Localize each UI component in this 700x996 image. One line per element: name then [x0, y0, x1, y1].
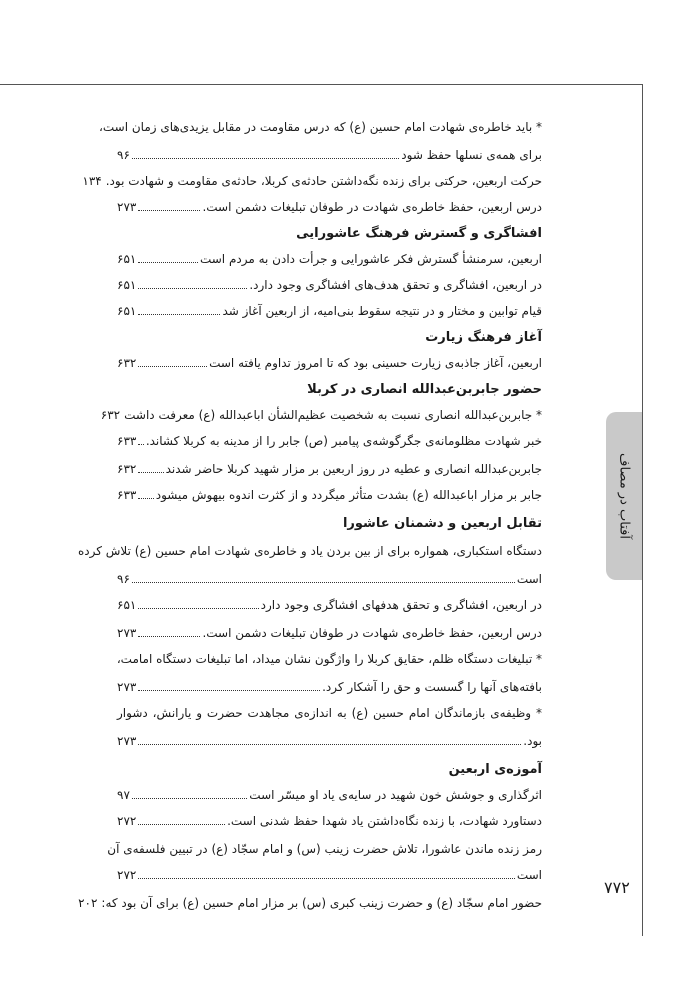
- index-entry: [117, 458, 542, 480]
- index-entry: [117, 594, 542, 616]
- leader-dots: [138, 744, 521, 745]
- index-entry: [78, 892, 542, 914]
- index-entry: [117, 702, 542, 724]
- index-entry: [117, 568, 542, 590]
- index-entry: [82, 170, 542, 192]
- index-heading: افشاگری و گسترش فرهنگ عاشورایی: [296, 226, 542, 241]
- index-entry: [78, 540, 542, 562]
- entry-text: درس اربعین، حفظ خاطره‌ی شهادت در طوفان تبلیغات دشمن است.: [202, 200, 542, 214]
- entry-text: رمز زنده ماندن عاشورا، تلاش حضرت زینب (س) و امام سجّاد (ع) در تبیین فلسفه‌ی آن: [107, 842, 542, 856]
- index-entry: [98, 116, 542, 138]
- leader-dots: [138, 472, 163, 473]
- entry-page-number: ۹۶: [117, 148, 130, 162]
- leader-dots: [138, 210, 200, 211]
- leader-dots: [132, 798, 247, 799]
- entry-page-number: ۶۳۲: [117, 356, 137, 370]
- entry-text: اربعین، آغاز جاذبه‌ی زیارت حسینی بود که تا امروز تداوم یافته است: [209, 356, 542, 370]
- leader-dots: [138, 824, 225, 825]
- leader-dots: [132, 582, 515, 583]
- leader-dots: [132, 158, 399, 159]
- leader-dots: [138, 690, 320, 691]
- index-entry: [117, 274, 542, 296]
- entry-text: حضور امام سجّاد (ع) و حضرت زینب کبری (س) بر مزار امام حسین (ع) برای آن بود که:: [101, 896, 542, 910]
- entry-page-number: ۶۳۲: [117, 462, 137, 476]
- leader-dots: [138, 498, 153, 499]
- entry-page-number: ۲۷۲: [117, 868, 137, 882]
- index-entry: [117, 352, 542, 374]
- page-number: ۷۷۲: [604, 878, 630, 897]
- entry-page-number: ۱۳۴: [82, 174, 102, 188]
- index-heading: آغاز فرهنگ زیارت: [425, 330, 542, 345]
- entry-page-number: ۲۰۲: [78, 896, 98, 910]
- index-entry: [117, 248, 542, 270]
- side-tab-label: آفتاب در مصاف: [616, 453, 632, 539]
- entry-text: دستاورد شهادت، با زنده نگاه‌داشتن یاد شهدا حفظ شدنی است.: [227, 814, 542, 828]
- index-entry: [117, 648, 542, 670]
- entry-text: قیام توابین و مختار و در نتیجه سقوط بنی‌امیه، از اربعین آغاز شد: [222, 304, 542, 318]
- entry-page-number: ۶۵۱: [117, 304, 137, 318]
- entry-page-number: ۶۵۱: [117, 252, 137, 266]
- entry-text: اربعین، سرمنشأ گسترش فکر عاشورایی و جرأت دادن به مردم است: [199, 252, 542, 266]
- leader-dots: [138, 608, 258, 609]
- entry-text: اثرگذاری و جوشش خون شهید در سایه‌ی یاد او میسّر است: [249, 788, 542, 802]
- index-entry: [107, 838, 542, 860]
- leader-dots: [138, 366, 207, 367]
- index-entry: [117, 810, 542, 832]
- index-entry: [117, 300, 542, 322]
- entry-text: درس اربعین، حفظ خاطره‌ی شهادت در طوفان تبلیغات دشمن است.: [202, 626, 542, 640]
- index-heading: آموزه‌ی اربعین: [448, 762, 542, 777]
- index-entry: [117, 484, 542, 506]
- entry-text: بود.: [523, 734, 542, 748]
- entry-text: خبر شهادت مظلومانه‌ی جگرگوشه‌ی پیامبر (ص) جابر را از مدینه به کربلا کشاند.: [145, 434, 542, 448]
- leader-dots: [138, 288, 247, 289]
- entry-page-number: ۶۳۲: [100, 408, 121, 422]
- leader-dots: [138, 444, 143, 445]
- entry-page-number: ۲۷۳: [117, 200, 137, 214]
- index-entry: [117, 430, 542, 452]
- leader-dots: [138, 878, 514, 879]
- entry-page-number: ۶۵۱: [117, 598, 137, 612]
- entry-text: جابر بر مزار اباعبدالله (ع) بشدت متأثر میگردد و از کثرت اندوه بیهوش میشود: [155, 488, 542, 502]
- index-entry: [100, 404, 542, 426]
- leader-dots: [138, 636, 200, 637]
- index-entry: [117, 196, 542, 218]
- entry-text: جابربن‌عبدالله انصاری و عطیه در روز اربعین بر مزار شهید کربلا حاضر شدند: [165, 462, 542, 476]
- index-entry: [117, 864, 542, 886]
- entry-page-number: ۲۷۳: [117, 626, 137, 640]
- entry-page-number: ۲۷۳: [117, 680, 137, 694]
- entry-page-number: ۶۵۱: [117, 278, 137, 292]
- entry-text: حرکت اربعین، حرکتی برای زنده نگه‌داشتن حادثه‌ی کربلا، حادثه‌ی مقاومت و شهادت بود.: [105, 174, 542, 188]
- entry-page-number: ۹۶: [117, 572, 130, 586]
- index-entry: [117, 676, 542, 698]
- entry-text: * وظیفه‌ی بازماندگان امام حسین (ع) به اندازه‌ی مجاهدت حضرت و یارانش، دشوار: [117, 706, 542, 720]
- entry-text: بافته‌های آنها را گسست و حق را آشکار کرد.: [322, 680, 542, 694]
- entry-page-number: ۲۷۲: [117, 814, 137, 828]
- entry-text: در اربعین، افشاگری و تحقق هدف‌های افشاگری وجود دارد.: [249, 278, 542, 292]
- entry-page-number: ۶۳۳: [117, 434, 137, 448]
- entry-text: است: [516, 868, 542, 882]
- leader-dots: [138, 262, 198, 263]
- entry-page-number: ۲۷۳: [117, 734, 137, 748]
- index-heading: حضور جابربن‌عبدالله انصاری در کربلا: [307, 382, 542, 397]
- index-entry: [117, 622, 542, 644]
- entry-text: برای همه‌ی نسلها حفظ شود: [401, 148, 542, 162]
- index-entry: [117, 784, 542, 806]
- index-entry: [117, 730, 542, 752]
- entry-page-number: ۹۷: [117, 788, 130, 802]
- entry-page-number: ۶۳۳: [117, 488, 137, 502]
- leader-dots: [138, 314, 220, 315]
- entry-text: است: [516, 572, 542, 586]
- entry-text: دستگاه استکباری، همواره برای از بین بردن یاد و خاطره‌ی شهادت امام حسین (ع) تلاش کرده: [78, 544, 542, 558]
- index-heading: تقابل اربعین و دشمنان عاشورا: [342, 516, 542, 531]
- entry-text: در اربعین، افشاگری و تحقق هدفهای افشاگری وجود دارد: [260, 598, 542, 612]
- entry-text: * باید خاطره‌ی شهادت امام حسین (ع) که درس مقاومت در مقابل یزیدی‌های زمان است،: [98, 120, 542, 134]
- entry-text: * جابربن‌عبدالله انصاری نسبت به شخصیت عظیم‌الشأن اباعبدالله (ع) معرفت داشت: [124, 408, 542, 422]
- entry-text: * تبلیغات دستگاه ظلم، حقایق کربلا را واژگون نشان میداد، اما تبلیغات دستگاه امامت،: [116, 652, 542, 666]
- index-entry: [117, 144, 542, 166]
